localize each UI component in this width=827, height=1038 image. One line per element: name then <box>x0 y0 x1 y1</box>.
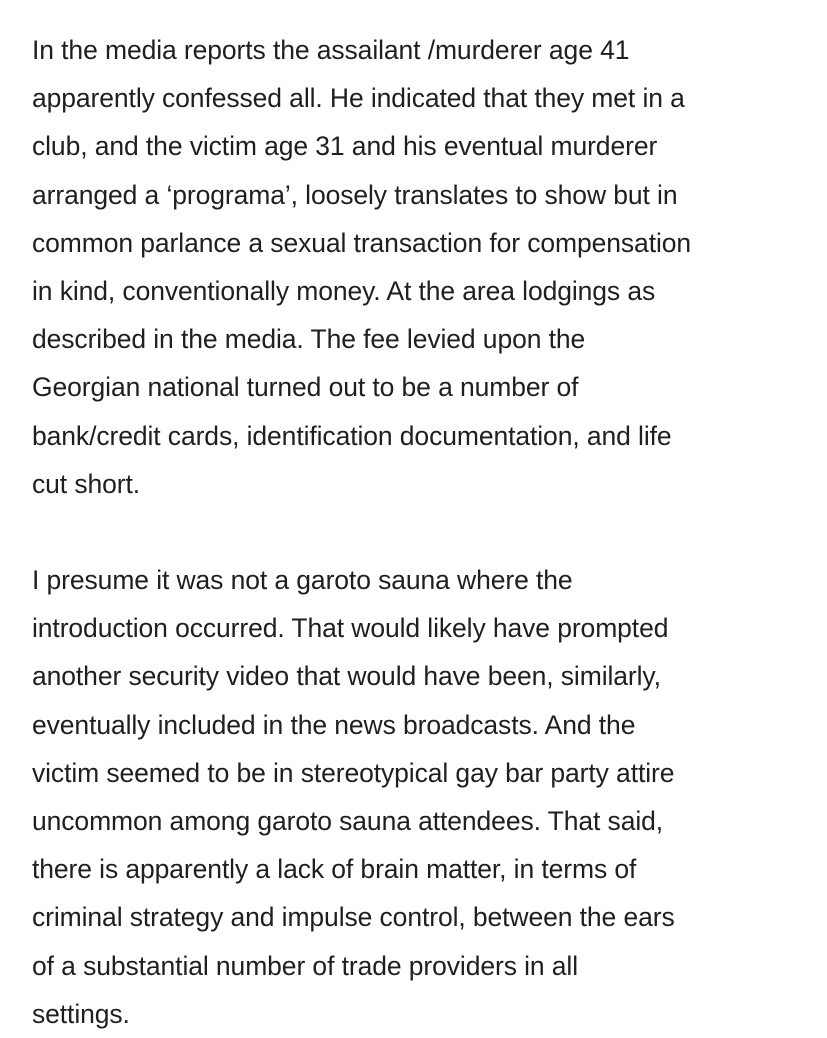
text-line: apparently confessed all. He indicated that they met in a <box>32 83 685 114</box>
text-line: introduction occurred. That would likely have prompted <box>32 613 669 644</box>
text-line: settings. <box>32 998 130 1029</box>
text-line: eventually included in the news broadcasts. And the <box>32 709 636 740</box>
paragraph-2 <box>32 556 812 1038</box>
text-line: uncommon among garoto sauna attendees. That said, <box>32 806 664 837</box>
text-line: I presume it was not a garoto sauna where the <box>32 565 573 596</box>
text-line: described in the media. The fee levied upon the <box>32 324 586 355</box>
text-line: arranged a ‘programa’, loosely translates to show but in <box>32 179 678 210</box>
text-line: of a substantial number of trade providers in all <box>32 950 579 981</box>
text-line: victim seemed to be in stereotypical gay bar party attire <box>32 757 675 788</box>
text-line: club, and the victim age 31 and his eventual murderer <box>32 131 658 162</box>
paragraph-1 <box>32 26 812 508</box>
text-line: another security video that would have been, similarly, <box>32 661 661 692</box>
text-line: cut short. <box>32 468 140 499</box>
text-line: Georgian national turned out to be a number of <box>32 372 579 403</box>
text-line: criminal strategy and impulse control, between the ears <box>32 902 675 933</box>
text-line: in kind, conventionally money. At the area lodgings as <box>32 276 656 307</box>
text-line: common parlance a sexual transaction for compensation <box>32 227 692 258</box>
document-body <box>32 26 812 1038</box>
text-line: there is apparently a lack of brain matter, in terms of <box>32 854 637 885</box>
text-line: bank/credit cards, identification documentation, and life <box>32 420 672 451</box>
text-line: In the media reports the assailant /murderer age 41 <box>32 35 630 65</box>
